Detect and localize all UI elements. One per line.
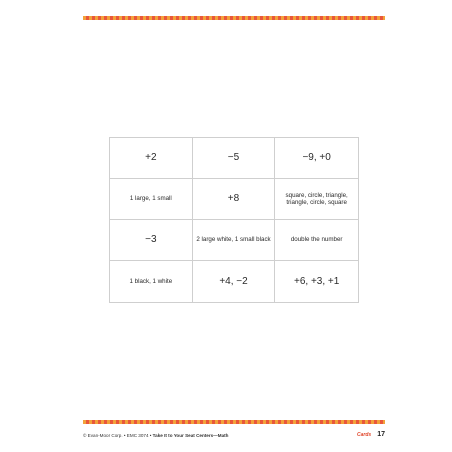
- footer-credit: [83, 433, 228, 438]
- book-title: Take It to Your Seat Centers—Math: [152, 433, 229, 438]
- card-cell: 1 large, 1 small: [110, 179, 193, 220]
- card-cell: square, circle, triangle, triangle, circle, square: [275, 179, 358, 220]
- card-grid: [109, 137, 359, 303]
- card-cell: −9, +0: [275, 138, 358, 179]
- card-cell: 2 large white, 1 small black: [193, 220, 276, 261]
- card-cell: +2: [110, 138, 193, 179]
- copyright-text: © Evan-Moor Corp. • EMC 3074 •: [83, 433, 153, 438]
- card-cell: −5: [193, 138, 276, 179]
- bottom-decorative-stripe: [83, 420, 385, 424]
- top-decorative-stripe: [83, 16, 385, 20]
- page-footer: [83, 431, 385, 441]
- page-number: 17: [377, 431, 385, 438]
- footer-right: [357, 431, 385, 438]
- card-cell: +6, +3, +1: [293, 275, 340, 287]
- card-cell: 1 black, 1 white: [110, 261, 193, 302]
- card-cell: −3: [110, 220, 193, 261]
- section-name: Cards: [357, 431, 372, 438]
- card-cell: +8: [193, 179, 276, 220]
- card-cell: +4, −2: [193, 261, 276, 302]
- card-cell: double the number: [275, 220, 358, 261]
